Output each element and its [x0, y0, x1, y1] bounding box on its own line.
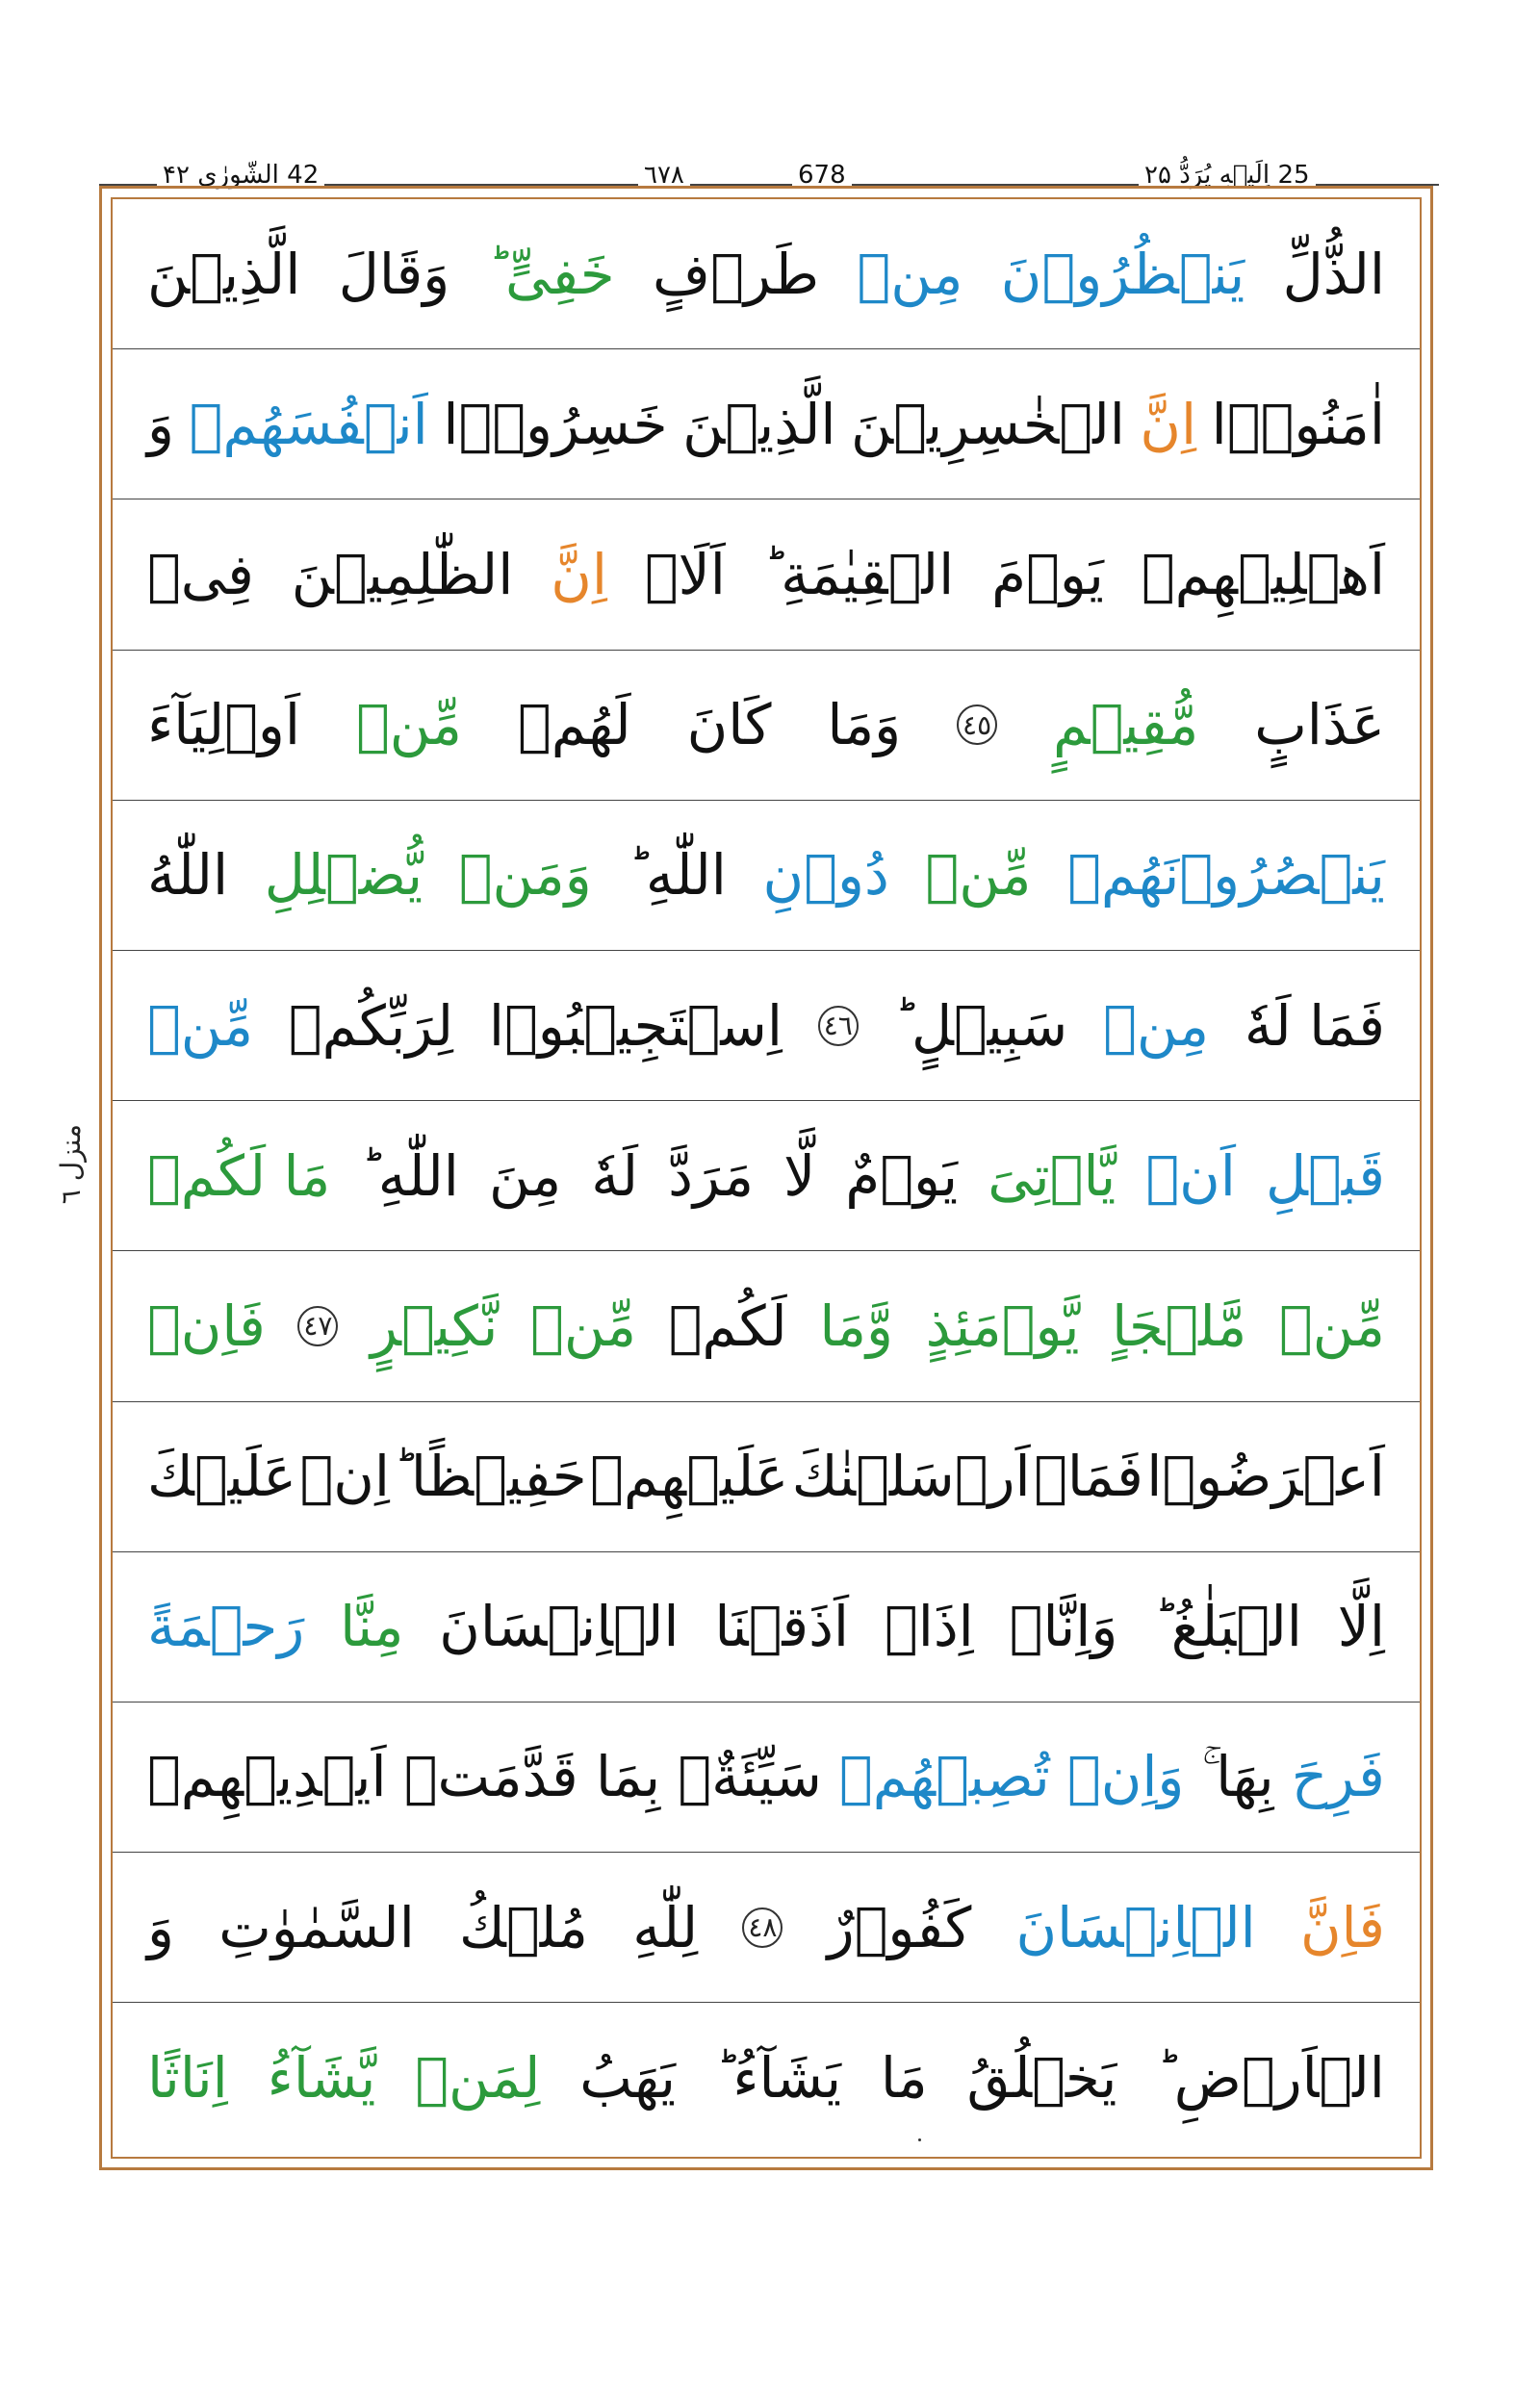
- word: مِنَ: [488, 1142, 562, 1209]
- word: فَمَاۤ: [1034, 1444, 1143, 1510]
- word: اَعۡرَضُوۡا: [1146, 1444, 1385, 1510]
- text-line: [113, 1552, 1420, 1703]
- word: الۡخٰسِرِيۡنَ: [851, 391, 1125, 457]
- juz-label: 25 اِلَيۡهِ يُرَدُّ ۲۵: [1139, 159, 1316, 192]
- word: يَّاۡتِىَ: [988, 1142, 1116, 1209]
- text-line: [113, 499, 1420, 650]
- text-line: [113, 1703, 1420, 1853]
- word: خَسِرُوۡۤا: [443, 391, 668, 457]
- word: اِذَاۤ: [884, 1594, 974, 1660]
- word: وَقَالَ: [338, 241, 450, 307]
- word: لَّا: [783, 1142, 816, 1209]
- word: فِىۡ: [147, 541, 254, 607]
- word: عَلَيۡكَ: [147, 1444, 296, 1510]
- word: يَنۡظُرُوۡنَ: [1000, 241, 1245, 307]
- word: الۡقِيٰمَةِ ؕ: [762, 541, 955, 607]
- word: فَرِحَ: [1291, 1744, 1385, 1810]
- text-line: [113, 2003, 1420, 2153]
- word: يَخۡلُقُ: [966, 2045, 1117, 2112]
- word: الذُّلِّ: [1282, 241, 1385, 307]
- decorative-dot: [918, 2138, 921, 2141]
- text-line: [113, 1251, 1420, 1401]
- word: لِرَبِّكُمۡ: [288, 992, 454, 1059]
- ayah-number-marker: ٤٥: [957, 704, 997, 745]
- word: لِمَنۡ: [415, 2045, 541, 2112]
- word: حَفِيۡظًا ؕ: [393, 1444, 587, 1510]
- word: خَفِىٍّ ؕ: [487, 241, 615, 307]
- word: اِنَّ: [551, 541, 607, 607]
- word: الۡاَرۡضِ ؕ: [1156, 2045, 1385, 2112]
- word: مَرَدَّ: [668, 1142, 755, 1209]
- word: اللّٰهِ ؕ: [360, 1142, 459, 1209]
- word: اَوۡلِيَآءَ: [147, 692, 301, 758]
- surah-name-label: 42 الشّورٰى ۴۲: [157, 159, 324, 192]
- word: يَوۡمٌ: [845, 1142, 959, 1209]
- word: عَلَيۡهِمۡ: [590, 1444, 789, 1510]
- word: وَمَا: [827, 692, 902, 758]
- word: الظّٰلِمِيۡنَ: [291, 541, 514, 607]
- word: الۡبَلٰغُ ؕ: [1153, 1594, 1302, 1660]
- text-line: [113, 651, 1420, 801]
- word: بِهَا ۚ: [1201, 1744, 1274, 1810]
- word: وَّمَا: [819, 1293, 894, 1359]
- word: اِنَاثًا: [147, 2045, 228, 2112]
- word: مِّنۡ: [1278, 1293, 1385, 1359]
- word: اٰمَنُوۡۤا: [1211, 391, 1385, 457]
- word: اَنۡ: [1145, 1142, 1236, 1209]
- text-line: [113, 1853, 1420, 2003]
- word: مِّنۡ: [355, 692, 462, 758]
- word: الۡاِنۡسَانَ: [439, 1594, 680, 1660]
- word: نَّكِيۡرٍ: [370, 1293, 499, 1359]
- word: عَذَابٍ: [1254, 692, 1385, 758]
- text-line: [113, 801, 1420, 951]
- word: يَشَآءُ ؕ: [714, 2045, 842, 2112]
- word: فَمَا لَهٗ: [1244, 992, 1385, 1059]
- word: يَّشَآءُ: [267, 2045, 376, 2112]
- text-line: [113, 951, 1420, 1101]
- word: فَاِنۡ: [147, 1293, 266, 1359]
- word: مُّقِيۡمٍ: [1052, 692, 1199, 758]
- ayah-number-marker: ٤٧: [297, 1306, 338, 1346]
- word: وَ: [147, 1894, 175, 1960]
- word: تُصِبۡهُمۡ: [838, 1744, 1050, 1810]
- word: لَهٗ: [591, 1142, 639, 1209]
- word: دُوۡنِ: [762, 842, 889, 909]
- word: مَّلۡجَاٍ: [1112, 1293, 1247, 1359]
- word: يُّضۡلِلِ: [264, 842, 424, 909]
- text-line: [113, 199, 1420, 349]
- word: اَذَقۡنَا: [714, 1594, 850, 1660]
- word: رَحۡمَةً: [147, 1594, 305, 1660]
- word: مَا: [880, 2045, 928, 2112]
- word: اَنۡفُسَهُمۡ: [189, 391, 428, 457]
- word: فَاِنَّ: [1299, 1894, 1385, 1960]
- word: السَّمٰوٰتِ: [218, 1894, 415, 1960]
- word: سَبِيۡلٍ ؕ: [893, 992, 1068, 1059]
- word: لِلّٰهِ: [632, 1894, 699, 1960]
- word: اِنۡ: [299, 1444, 390, 1510]
- text-lines: [113, 199, 1420, 2157]
- word: لَهُمۡ: [517, 692, 631, 758]
- word: وَاِنۡ: [1066, 1744, 1185, 1810]
- word: يَهَبُ: [579, 2045, 677, 2112]
- word: الۡاِنۡسَانَ: [1015, 1894, 1256, 1960]
- text-line: [113, 1101, 1420, 1251]
- word: الَّذِيۡنَ: [682, 391, 836, 457]
- word: يَنۡصُرُوۡنَهُمۡ: [1067, 842, 1385, 909]
- word: اِسۡتَجِيۡبُوۡا: [488, 992, 783, 1059]
- word: اِلَّا: [1337, 1594, 1385, 1660]
- word: مِّنۡ: [147, 992, 254, 1059]
- word: مِنۡ: [1103, 992, 1210, 1059]
- word: طَرۡفٍ: [652, 241, 820, 307]
- word: مَا لَكُمۡ: [147, 1142, 331, 1209]
- ayah-number-marker: ٤٨: [742, 1907, 783, 1948]
- word: قَبۡلِ: [1265, 1142, 1385, 1209]
- word: مُلۡكُ: [459, 1894, 589, 1960]
- word: وَ: [147, 391, 175, 457]
- text-line: [113, 349, 1420, 499]
- word: سَيِّئَةٌۢ: [678, 1744, 822, 1810]
- word: قَدَّمَتۡ: [403, 1744, 578, 1810]
- word: اللّٰهِ ؕ: [628, 842, 727, 909]
- word: كَفُوۡرٌ: [827, 1894, 972, 1960]
- text-line: [113, 1402, 1420, 1552]
- word: كَانَ: [686, 692, 772, 758]
- word: اَيۡدِيۡهِمۡ: [147, 1744, 387, 1810]
- word: اَلَاۤ: [644, 541, 726, 607]
- word: وَاِنَّاۤ: [1009, 1594, 1118, 1660]
- word: يَّوۡمَئِذٍ: [925, 1293, 1080, 1359]
- ayah-number-marker: ٤٦: [818, 1006, 859, 1046]
- word: بِمَا: [595, 1744, 661, 1810]
- word: لَكُمۡ: [668, 1293, 787, 1359]
- word: اللّٰهُ: [147, 842, 229, 909]
- page-number: 678: [792, 159, 852, 192]
- word: مِّنۡ: [925, 842, 1032, 909]
- page-number-urdu: ٦٧٨: [638, 159, 690, 192]
- word: مِنۡ: [857, 241, 963, 307]
- word: الَّذِيۡنَ: [147, 241, 301, 307]
- word: مِّنۡ: [530, 1293, 637, 1359]
- word: وَمَنۡ: [458, 842, 592, 909]
- word: اَرۡسَلۡنٰكَ: [791, 1444, 1031, 1510]
- word: اَهۡلِيۡهِمۡ: [1141, 541, 1385, 607]
- word: يَوۡمَ: [991, 541, 1104, 607]
- manzil-marker: منزل ٦: [55, 1124, 87, 1205]
- word: اِنَّ: [1140, 391, 1197, 457]
- word: مِنَّا: [340, 1594, 404, 1660]
